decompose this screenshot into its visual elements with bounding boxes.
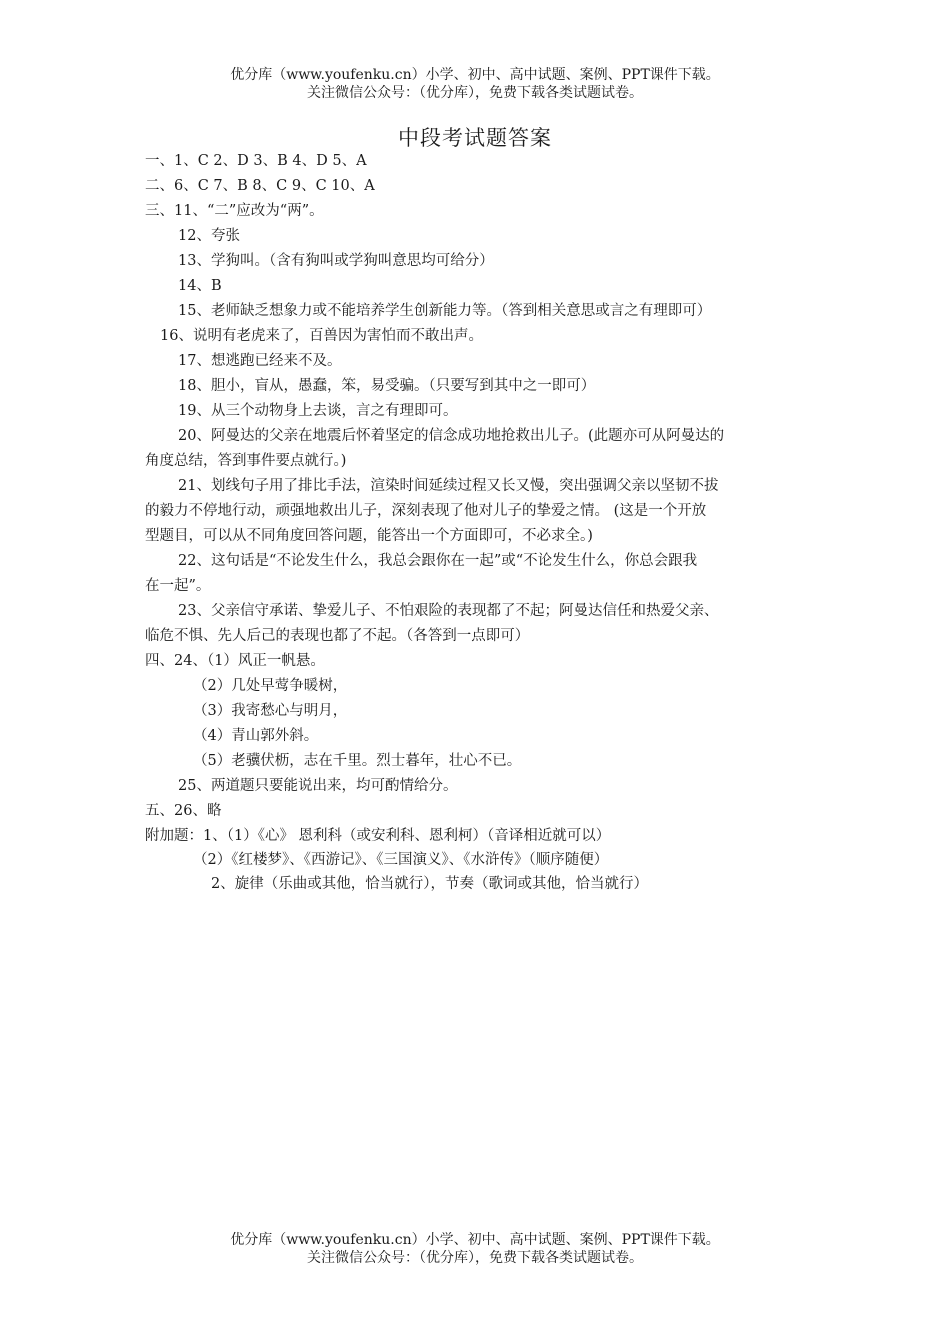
answer-line: 17、想逃跑已经来不及。 xyxy=(178,353,342,369)
answer-line: 在一起”。 xyxy=(145,578,211,594)
header-line-2: 关注微信公众号：（优分库），免费下载各类试题试卷。 xyxy=(307,85,643,101)
answer-line: 角度总结，答到事件要点就行。) xyxy=(145,453,347,469)
answer-line: 附加题：1、（1）《心》 恩利科（或安利科、恩利柯）（音译相近就可以） xyxy=(145,828,611,844)
answer-line: 13、学狗叫。（含有狗叫或学狗叫意思均可给分） xyxy=(178,253,494,269)
page-footer xyxy=(0,1231,950,1267)
answer-line: 五、26、略 xyxy=(145,803,222,819)
answer-line: 12、夸张 xyxy=(178,228,240,244)
answer-line: 三、11、“二”应改为“两”。 xyxy=(145,203,324,219)
answer-line: 四、24、（1）风正一帆悬。 xyxy=(145,653,325,669)
answer-line: 21、划线句子用了排比手法，渲染时间延续过程又长又慢，突出强调父亲以坚韧不拔 xyxy=(178,478,719,494)
page-title: 中段考试题答案 xyxy=(398,126,552,150)
answer-line: 14、B xyxy=(178,278,222,294)
answer-line: 型题目，可以从不同角度回答问题，能答出一个方面即可，不必求全。) xyxy=(145,528,593,544)
answer-line: （3）我寄愁心与明月， xyxy=(193,703,348,719)
answer-line: （2）《红楼梦》、《西游记》、《三国演义》、《水浒传》（顺序随便） xyxy=(193,852,609,868)
answer-line: 临危不惧、先人后己的表现也都了不起。（各答到一点即可） xyxy=(145,628,530,644)
answer-line: 19、从三个动物身上去谈，言之有理即可。 xyxy=(178,403,458,419)
header-line-1: 优分库（www.youfenku.cn）小学、初中、高中试题、案例、PPT课件下载。 xyxy=(230,67,720,83)
answer-line: 20、阿曼达的父亲在地震后怀着坚定的信念成功地抢救出儿子。(此题亦可从阿曼达的 xyxy=(178,428,725,444)
answer-line: 15、老师缺乏想象力或不能培养学生创新能力等。（答到相关意思或言之有理即可） xyxy=(178,303,712,319)
answer-line: 一、1、C 2、D 3、B 4、D 5、A xyxy=(145,153,367,169)
footer-line-1: 优分库（www.youfenku.cn）小学、初中、高中试题、案例、PPT课件下载。 xyxy=(230,1232,720,1248)
answer-line: 2、旋律（乐曲或其他，恰当就行），节奏（歌词或其他，恰当就行） xyxy=(211,876,648,892)
answer-line: （2）几处早莺争暖树， xyxy=(193,678,348,694)
answer-line: 25、两道题只要能说出来，均可酌情给分。 xyxy=(178,778,458,794)
answer-line: 18、胆小，盲从，愚蠢，笨，易受骗。（只要写到其中之一即可） xyxy=(178,378,596,394)
page-header xyxy=(0,66,950,102)
answer-line: 16、说明有老虎来了，百兽因为害怕而不敢出声。 xyxy=(160,328,483,344)
answer-line: （5）老骥伏枥，志在千里。烈士暮年，壮心不已。 xyxy=(193,753,522,769)
answer-line: 23、父亲信守承诺、挚爱儿子、不怕艰险的表现都了不起；阿曼达信任和热爱父亲、 xyxy=(178,603,719,619)
answer-line: 的毅力不停地行动，顽强地救出儿子，深刻表现了他对儿子的挚爱之情。 (这是一个开放 xyxy=(145,503,707,519)
answer-line: 二、6、C 7、B 8、C 9、C 10、A xyxy=(145,178,375,194)
answer-line: （4）青山郭外斜。 xyxy=(193,728,319,744)
footer-line-2: 关注微信公众号：（优分库），免费下载各类试题试卷。 xyxy=(307,1250,643,1266)
answer-line: 22、这句话是“不论发生什么，我总会跟你在一起”或“不论发生什么，你总会跟我 xyxy=(178,553,698,569)
